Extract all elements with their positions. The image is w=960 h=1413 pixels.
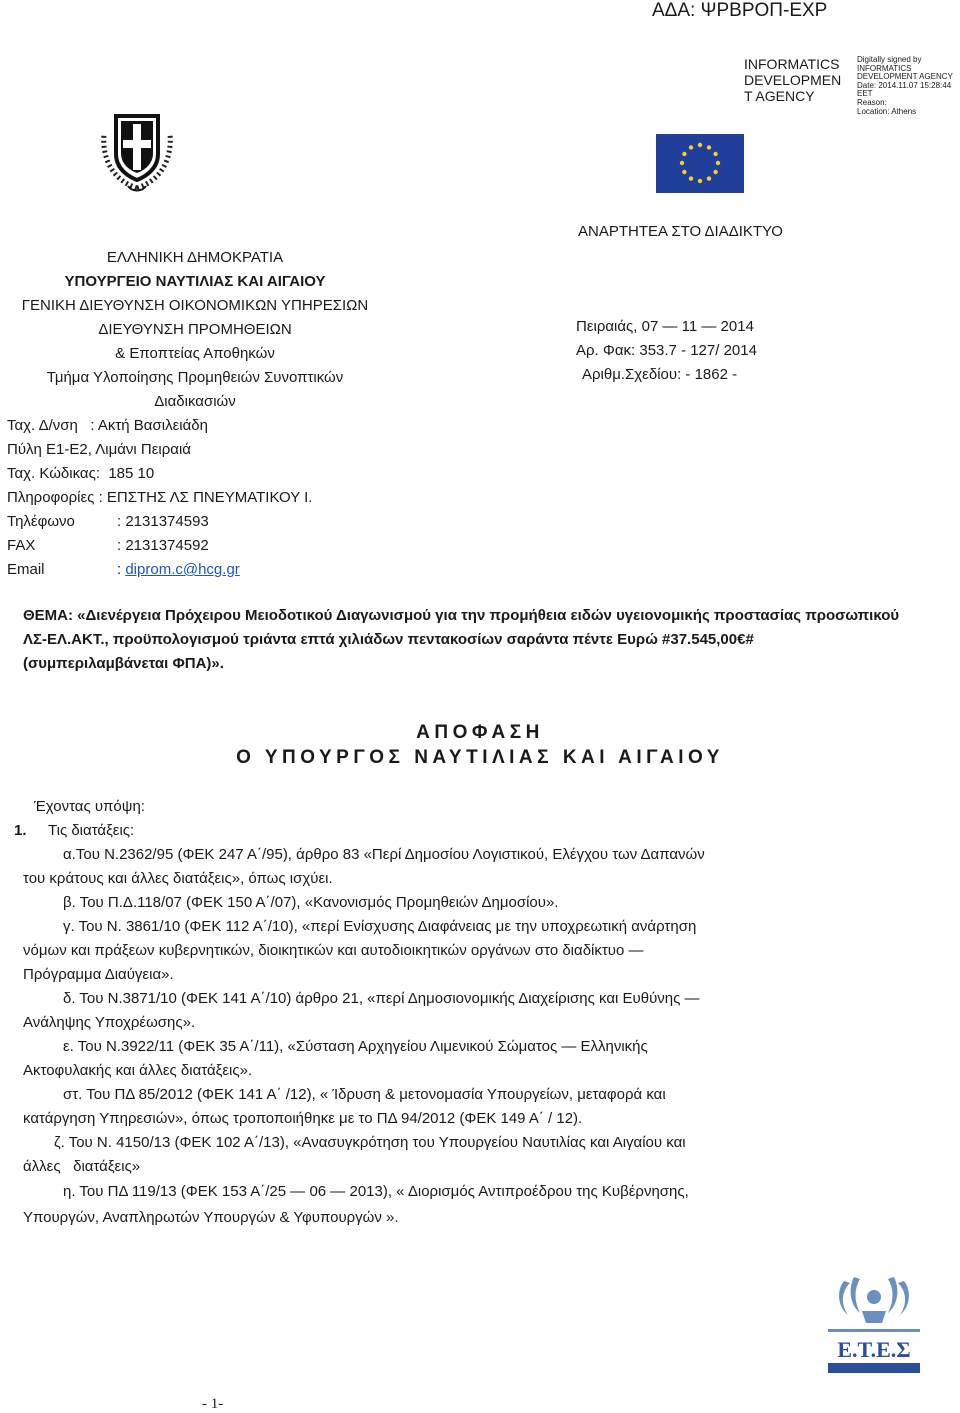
signature-org-line: INFORMATICS (744, 56, 840, 72)
sender-line: ΥΠΟΥΡΓΕΙΟ ΝΑΥΤΙΛΙΑΣ ΚΑΙ ΑΙΓΑΙΟΥ (64, 273, 326, 290)
provision-line: Υπουργών, Αναπληρωτών Υπουργών & Υφυπουργών ». (23, 1209, 399, 1226)
sender-line: Τμήμα Υλοποίησης Προμηθειών Συνοπτικών (46, 369, 344, 386)
fax-row (7, 534, 312, 558)
provision-line: Πρόγραμμα Διαύγεια». (23, 966, 174, 983)
subject: ΘΕΜΑ: «Διενέργεια Πρόχειρου Μειοδοτικού Διαγωνισμού για την προμήθεια ειδών υγειονομικής προστασίας προσωπικού ΛΣ-ΕΛ.ΑΚΤ., προϋπολογισμού τριάντα επτά χιλιάδων πεντακοσίων σαράντα πέντε Ευρώ #37.545,00€# (συμπεριλαμβάνεται ΦΠΑ)». (23, 607, 900, 672)
greek-coat-of-arms-icon (94, 98, 180, 201)
decision-title: ΑΠΟΦΑΣΗ (416, 722, 544, 743)
sender-heading (0, 246, 390, 414)
considering-label: Έχοντας υπόψη: (34, 798, 145, 815)
publish-online-notice: ΑΝΑΡΤΗΤΕΑ ΣΤΟ ΔΙΑΔΙΚΤΥΟ (578, 223, 783, 240)
phone-label: Τηλέφωνο (7, 513, 75, 530)
signature-detail-line: INFORMATICS (857, 63, 912, 73)
signature-detail-line: DEVELOPMENT AGENCY (857, 72, 953, 82)
provision-line: ε. Του Ν.3922/11 (ΦΕΚ 35 Α΄/11), «Σύσταση Αρχηγείου Λιμενικού Σώματος — Ελληνικής (63, 1038, 648, 1055)
signature-detail-line: Date: 2014.11.07 15:28:44 (857, 80, 952, 90)
etes-logo (814, 1273, 934, 1382)
ada-code: ΑΔΑ: ΨΡΒΡΟΠ-ΕΧΡ (652, 0, 828, 21)
signature-organization (744, 56, 841, 104)
email-row (7, 558, 312, 582)
sender-line: ΕΛΛΗΝΙΚΗ ΔΗΜΟΚΡΑΤΙΑ (106, 249, 284, 266)
item-number: 1. (14, 822, 27, 839)
provision-line: κατάργηση Υπηρεσιών», όπως τροποποιήθηκε με το ΠΔ 94/2012 (ΦΕΚ 149 Α΄ / 12). (23, 1110, 583, 1127)
eu-flag-icon (656, 134, 744, 198)
etes-logo-text: Ε.Τ.Ε.Σ (837, 1337, 911, 1362)
provision-line: στ. Του ΠΔ 85/2012 (ΦΕΚ 141 Α΄ /12), « Ίδρυση & μετονομασία Υπουργείων, μεταφορά και (63, 1086, 666, 1103)
provision-line: Ακτοφυλακής και άλλες διατάξεις». (23, 1062, 253, 1079)
sender-line: Διαδικασιών (154, 393, 236, 410)
provision-line: Ανάληψης Υποχρέωσης». (23, 1014, 196, 1031)
sender-line: & Εποπτείας Αποθηκών (115, 345, 275, 362)
decision-subtitle: Ο ΥΠΟΥΡΓΟΣ ΝΑΥΤΙΛΙΑΣ ΚΑΙ ΑΙΓΑΙΟΥ (236, 747, 724, 768)
page-number: - 1- (202, 1396, 224, 1412)
provision-line: νόμων και πράξεων κυβερνητικών, διοικητικών και αυτοδιοικητικών οργάνων στο διαδίκτυο — (23, 942, 644, 959)
address-line: Πύλη Ε1-Ε2, Λιμάνι Πειραιά (7, 441, 191, 458)
provision-line: β. Του Π.Δ.118/07 (ΦΕΚ 150 Α΄/07), «Κανονισμός Προμηθειών Δημοσίου». (63, 894, 559, 911)
fax-value: : 2131374592 (117, 537, 209, 554)
signature-detail-line: Reason: (857, 97, 887, 107)
provision-line: ζ. Του Ν. 4150/13 (ΦΕΚ 102 Α΄/13), «Ανασυγκρότηση του Υπουργείου Ναυτιλίας και Αιγαίου και (54, 1134, 686, 1151)
sender-address (7, 414, 312, 582)
provision-line: α.Του Ν.2362/95 (ΦΕΚ 247 Α΄/95), άρθρο 83 «Περί Δημοσίου Λογιστικού, Ελέγχου των Δαπανών (63, 846, 705, 863)
email-prefix: : (117, 561, 126, 578)
address-line: Ταχ. Κώδικας: 185 10 (7, 465, 155, 482)
signature-org-line: T AGENCY (744, 88, 815, 104)
item-label: Τις διατάξεις: (48, 822, 135, 839)
provision-line: γ. Του Ν. 3861/10 (ΦΕΚ 112 Α΄/10), «περί Ενίσχυσης Διαφάνειας με την υποχρεωτική ανάρτηση (63, 918, 697, 935)
email-link[interactable]: diprom.c@hcg.gr (125, 561, 240, 578)
provision-line: δ. Του Ν.3871/10 (ΦΕΚ 141 Α΄/10) άρθρο 21, «περί Δημοσιονομικής Διαχείρισης και Ευθύνης — (63, 990, 700, 1007)
signature-detail-line: Digitally signed by (857, 55, 922, 64)
place-date: Πειραιάς, 07 — 11 — 2014 (576, 318, 754, 335)
provision-line: του κράτους και άλλες διατάξεις», όπως ισχύει. (23, 870, 333, 887)
signature-detail-line: EET (857, 89, 873, 99)
phone-value: : 2131374593 (117, 513, 209, 530)
provision-line: η. Του ΠΔ 119/13 (ΦΕΚ 153 Α΄/25 — 06 — 2013), « Διορισμός Αντιπροέδρου της Κυβέρνησης, (63, 1183, 689, 1200)
draft-number: Αριθμ.Σχεδίου: - 1862 - (582, 366, 738, 383)
email-label: Email (7, 561, 45, 578)
file-number: Αρ. Φακ: 353.7 - 127/ 2014 (576, 342, 757, 359)
signature-detail-line: Location: Athens (857, 106, 917, 116)
fax-label: FAX (7, 537, 36, 554)
signature-org-line: DEVELOPMEN (744, 72, 842, 88)
sender-line: ΔΙΕΥΘΥΝΣΗ ΠΡΟΜΗΘΕΙΩΝ (98, 321, 292, 338)
phone-row (7, 510, 312, 534)
sender-line: ΓΕΝΙΚΗ ΔΙΕΥΘΥΝΣΗ ΟΙΚΟΝΟΜΙΚΩΝ ΥΠΗΡΕΣΙΩΝ (21, 297, 369, 314)
provision-line: άλλες διατάξεις» (23, 1158, 141, 1175)
address-line: Ταχ. Δ/νση : Ακτή Βασιλειάδη (7, 417, 208, 434)
address-line: Πληροφορίες : ΕΠΣΤΗΣ ΛΣ ΠΝΕΥΜΑΤΙΚΟΥ Ι. (7, 489, 313, 506)
signature-details (857, 56, 953, 116)
